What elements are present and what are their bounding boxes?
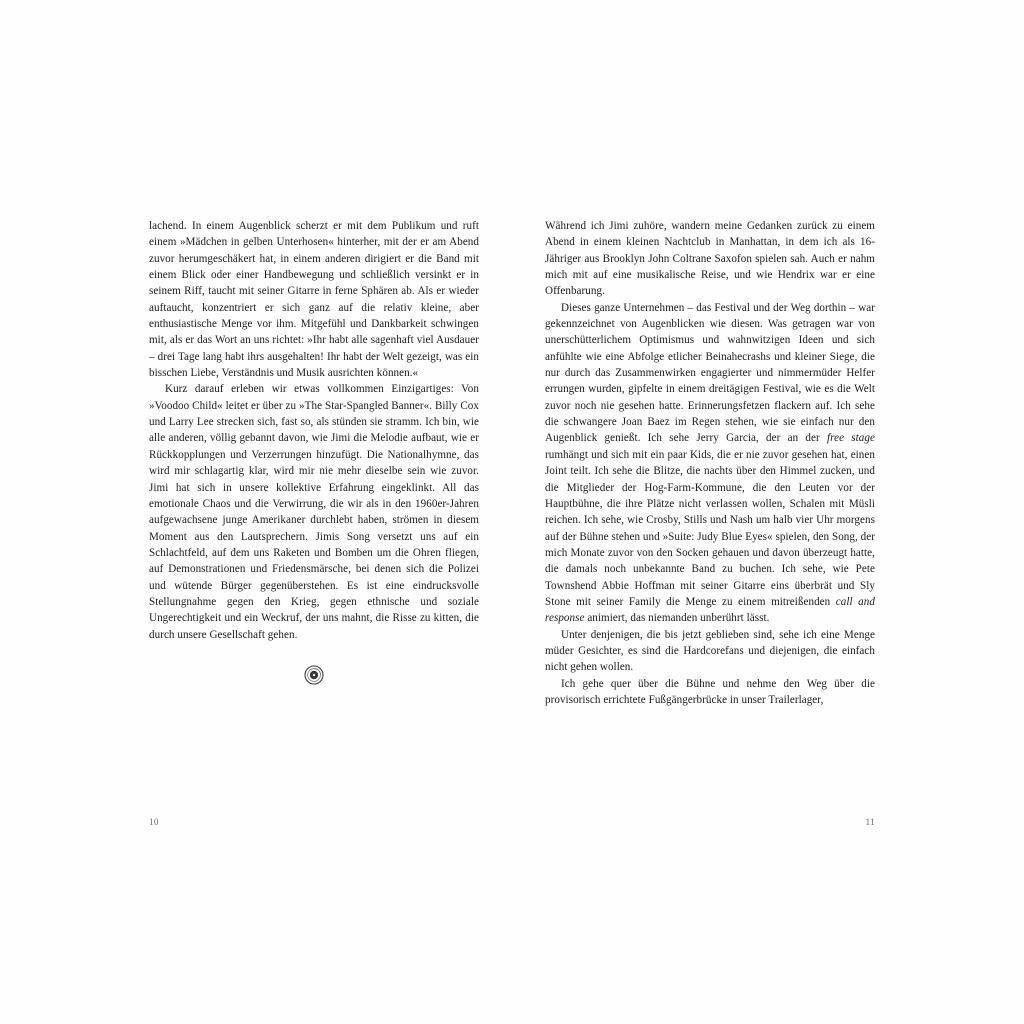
right-page bbox=[545, 218, 875, 828]
spread-columns bbox=[0, 218, 1024, 828]
page-number-left: 10 bbox=[149, 818, 159, 828]
paragraph: Ich gehe quer über die Bühne und nehme den Weg über die provisorisch errichtete Fußgängerbrücke in unser Trailerlager, bbox=[545, 677, 875, 706]
paragraph: Kurz darauf erleben wir etwas vollkommen Einzigartiges: Von »Voodoo Child« leitet er über zu »The Star-Spangled Banner«. Billy Cox und Larry Lee strecken sich, fast so, als stünden sie stramm. Ich bin, wie alle anderen, völlig gebannt davon, wie Jimi die Melodie aufbaut, wie er Rückkopplungen und Verzerrungen hinzufügt. Die Nationalhymne, das wird mir schlagartig klar, wird mir nie mehr dieselbe sein wie zuvor. Jimi hat sich in unsere kollektive Erfahrung eingeklinkt. All das emotionale Chaos und die Verwirrung, die wir als in den 1960er-Jahren aufgewachsene junge Amerikaner durchlebt haben, strömen in diesem Moment aus den Lautsprechern. Jimis Song versetzt uns auf ein Schlachtfeld, auf dem uns Raketen und Bomben um die Ohren fliegen, auf Demonstrationen und Friedensmärsche, bei denen sich die Polizei und wütende Bürger gegenüberstehen. Es ist eine eindrucksvolle Stellungnahme gegen den Krieg, gegen ethnische und soziale Ungerechtigkeit und ein Weckruf, der uns mahnt, die Risse zu kitten, die durch unsere Gesellschaft gehen. bbox=[149, 383, 479, 641]
right-page-body bbox=[545, 218, 875, 708]
paragraph: Während ich Jimi zuhöre, wandern meine Gedanken zurück zu einem Abend in einem kleinen Nachtclub in Manhattan, in dem ich als 16-Jähriger aus Brooklyn John Coltrane Saxofon spielen sah. Auch er nahm mich mit auf eine musikalische Reise, und wie Hendrix war er eine Offenbarung. bbox=[545, 220, 875, 298]
vinyl-record-ornament-icon bbox=[149, 665, 479, 691]
left-page bbox=[149, 218, 479, 828]
page-number-right: 11 bbox=[865, 818, 875, 828]
paragraph: lachend. In einem Augenblick scherzt er mit dem Publikum und ruft einem »Mädchen in gelben Unterhosen« hinterher, mit der er am Abend zuvor herumgeschäkert hat, in einem anderen dirigiert er die Band mit einem Blick oder einer Handbewegung und schließlich versinkt er in seinem Riff, taucht mit seiner Gitarre in ferne Sphären ab. Als er wieder auftaucht, konzentriert er sich ganz auf die relativ kleine, aber enthusiastische Menge vor ihm. Mitgefühl und Dankbarkeit schwingen mit, als er das Wort an uns richtet: »Ihr habt alle sagenhaft viel Ausdauer – drei Tage lang habt ihrs ausgehalten! Ihr habt der Welt gezeigt, was ein bisschen Liebe, Verständnis und Musik ausrichten können.« bbox=[149, 220, 479, 380]
paragraph: Dieses ganze Unternehmen – das Festival und der Weg dorthin – war gekennzeichnet von Augenblicken wie diesen. Was getragen war von unerschütterlichem Optimismus und wahnwitzigen Ideen und sich anfühlte wie eine Abfolge etlicher Beinahecrashs und kleiner Siege, die nur durch das Zusammenwirken engagierter und nimmermüder Helfer errungen wurden, gipfelte in einem dreitägigen Festival, wie es die Welt zuvor noch nie gesehen hatte. Erinnerungsfetzen flackern auf. Ich sehe die schwangere Joan Baez im Regen stehen, wie sie einfach nur den Augenblick genießt. Ich sehe Jerry Garcia, der an der free stage rumhängt und sich mit ein paar Kids, die er nie zuvor gesehen hat, einen Joint teilt. Ich sehe die Blitze, die nachts über den Himmel zucken, und die Mitglieder der Hog-Farm-Kommune, die den Leuten vor der Hauptbühne, die ihre Plätze nicht verlassen wollen, Schalen mit Müsli reichen. Ich sehe, wie Crosby, Stills und Nash um halb vier Uhr morgens auf der Bühne stehen und »Suite: Judy Blue Eyes« spielen, den Song, der mich Monate zuvor von den Socken gehauen und davon überzeugt hatte, die damals noch unbekannte Band zu buchen. Ich sehe, wie Pete Townshend Abbie Hoffman mit seiner Gitarre eins überbrät und Sly Stone mit seiner Family die Menge zu einem mitreißenden call and response animiert, das niemanden unberührt lässt. bbox=[545, 301, 875, 625]
paragraph: Unter denjenigen, die bis jetzt geblieben sind, sehe ich eine Menge müder Gesichter, es sind die Hardcorefans und diejenigen, die einfach nicht gehen wollen. bbox=[545, 628, 875, 674]
left-page-body bbox=[149, 218, 479, 643]
